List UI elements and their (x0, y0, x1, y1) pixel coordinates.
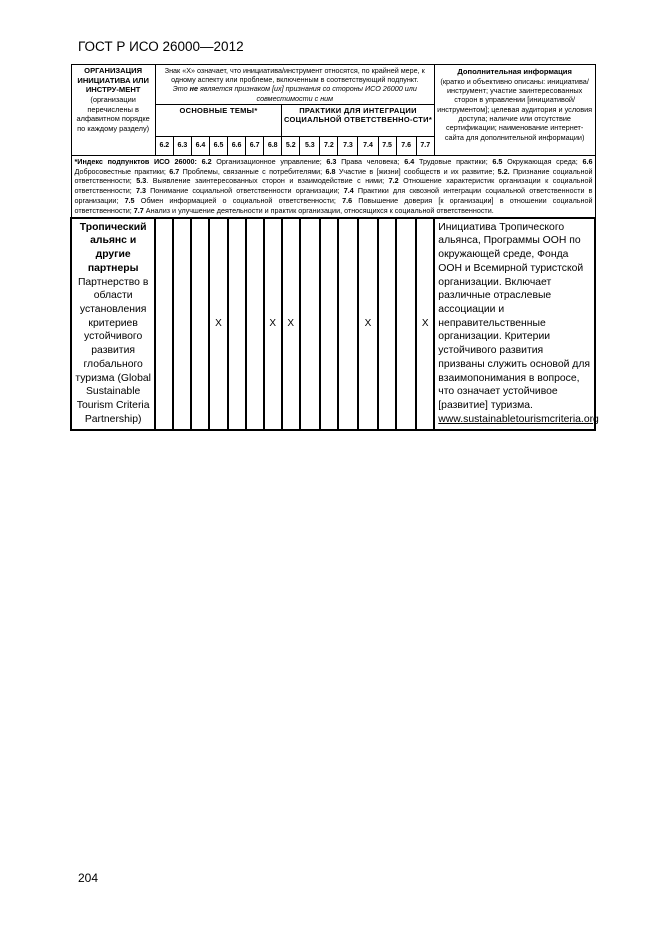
column-number-6.2: 6.2 (155, 136, 173, 155)
mark-cell-6.7 (246, 218, 264, 430)
practices-header: ПРАКТИКИ ДЛЯ ИНТЕГРАЦИИ СОЦИАЛЬНОЙ ОТВЕТСТВЕННО-СТИ* (282, 104, 435, 136)
column-number-6.3: 6.3 (173, 136, 191, 155)
legend-code: 6.4 (404, 156, 415, 166)
legend-code: 7.4 (343, 186, 354, 196)
info-cell (434, 218, 599, 430)
page-number: 204 (78, 871, 99, 885)
info-text: Инициатива Тропического альянса, Программы ООН по окружающей среде, Фонда ООН и Всемирной туристской организации. Включает различные отраслевые ассоциации и неправительственные организации. Критерии устойчивого развития призваны служить основой для взаимопонимания в вопросе, что означает устойчивое [развитие] туризма. (438, 221, 591, 412)
legend-code: 6.6 (582, 156, 593, 166)
legend-text: Проблемы, связанные с потребителями; (179, 166, 326, 176)
subclause-legend (71, 155, 595, 217)
legend-text: Участие в [жизни] сообществ и их развитие; (335, 166, 498, 176)
mark-cell-6.3 (173, 218, 191, 430)
mark-cell-5.3 (300, 218, 320, 430)
legend-text: Повышение доверия [к организации] в отношении социальной ответственности; (74, 196, 593, 215)
column-number-7.6: 7.6 (396, 136, 416, 155)
column-number-7.4: 7.4 (358, 136, 378, 155)
legend-text: Признание социальной ответственности; (74, 166, 593, 186)
legend-code: 7.5 (124, 196, 135, 205)
org-column-subtitle: (организации перечислены в алфавитном порядке по каждому разделу) (76, 95, 150, 133)
info-column-header (434, 65, 595, 156)
column-number-5.2: 5.2 (282, 136, 300, 155)
mark-note (155, 65, 434, 105)
mark-cell-6.4 (191, 218, 209, 430)
mark-cell-7.4: X (358, 218, 378, 430)
legend-text: . Выявление заинтересованных сторон и взаимодействие с ними; (146, 176, 389, 186)
legend-text: Организационное управление; (211, 156, 327, 166)
legend-code: 6.8 (325, 166, 336, 176)
legend-code: 7.6 (342, 196, 353, 205)
column-number-5.3: 5.3 (300, 136, 320, 155)
legend-code: 7.7 (133, 205, 144, 215)
core-subjects-header: ОСНОВНЫЕ ТЕМЫ* (155, 104, 281, 136)
org-name-bold: Тропический альянс и другие партнеры (79, 221, 147, 274)
column-number-6.7: 6.7 (246, 136, 264, 155)
legend-code: 7.3 (135, 186, 146, 196)
mark-cell-6.5: X (209, 218, 227, 430)
info-url-link[interactable]: www.sustainabletourismcriteria.org (438, 413, 599, 425)
legend-text: Трудовые практики; (414, 156, 493, 166)
mark-note-line2-bold: не (189, 84, 198, 94)
info-column-title: Дополнительная информация (457, 67, 572, 76)
mark-cell-7.7: X (416, 218, 434, 430)
legend-text: Анализ и улучшение деятельности и практик организации, относящихся к социальной ответственности. (143, 205, 494, 215)
column-number-6.6: 6.6 (228, 136, 246, 155)
column-number-6.4: 6.4 (191, 136, 209, 155)
org-name-text: Партнерство в области установления критериев устойчивого развития глобального туризма (Global Sustainable Tourism Criteria Partnership) (75, 276, 151, 425)
legend-code: 5.2. (497, 166, 510, 176)
legend-text: Понимание социальной ответственности организации; (145, 186, 344, 196)
org-column-title: ОРГАНИЗАЦИЯ ИНИЦИАТИВА ИЛИ ИНСТРУ-МЕНТ (77, 66, 149, 95)
initiatives-table (70, 64, 599, 431)
column-number-7.2: 7.2 (320, 136, 338, 155)
legend-text: Права человека; (336, 156, 405, 166)
legend-code: 6.3 (326, 156, 337, 166)
mark-cell-7.3 (338, 218, 358, 430)
mark-cell-7.6 (396, 218, 416, 430)
document-header: ГОСТ Р ИСО 26000—2012 (78, 39, 244, 54)
legend-code: 5.3 (136, 176, 147, 186)
legend-code: *Индекс подпунктов ИСО 26000: 6.2 (74, 156, 212, 166)
legend-code: 6.7 (169, 166, 180, 176)
legend-text: Окружающая среда; (502, 156, 583, 166)
table-row (71, 218, 595, 430)
mark-cell-5.2: X (282, 218, 300, 430)
column-number-7.7: 7.7 (416, 136, 434, 155)
mark-note-line2-post: является признаком [их] признания со стороны ИСО 26000 или совместимости с ним (197, 84, 417, 103)
legend-code: 7.2 (388, 176, 399, 186)
mark-cell-6.8: X (264, 218, 282, 430)
mark-note-line1: Знак «Х» означает, что инициатива/инструмент относятся, по крайней мере, к одному аспекту или проблеме, включенным в соответствующий подпункт. (164, 66, 425, 85)
column-number-6.5: 6.5 (209, 136, 227, 155)
column-number-7.3: 7.3 (338, 136, 358, 155)
legend-text: Отношение характеристик организации к социальной ответственности; (74, 176, 593, 196)
mark-note-line2-pre: Это (172, 84, 190, 94)
org-name-cell (71, 218, 155, 430)
legend-text: Добросовестные практики; (74, 166, 170, 176)
info-column-description: (кратко и объективно описаны: инициатива/инструмент; участие заинтересованных сторон в управлении [инициативой/инструментом]; целевая аудитория и условия доступа; наличие или отсутствие сертификации; наименование интернет-сайта для дополнительной информации) (437, 76, 593, 142)
column-number-7.5: 7.5 (378, 136, 396, 155)
legend-text: Практики для сквозной интеграции социальной ответственности в организации; (74, 186, 593, 205)
column-number-6.8: 6.8 (264, 136, 282, 155)
org-column-header (71, 65, 155, 156)
mark-cell-7.2 (320, 218, 338, 430)
mark-cell-7.5 (378, 218, 396, 430)
mark-cell-6.2 (155, 218, 173, 430)
mark-cell-6.6 (228, 218, 246, 430)
legend-text: Обмен информацией о социальной ответственности; (134, 196, 343, 205)
legend-code: 6.5 (492, 156, 503, 166)
